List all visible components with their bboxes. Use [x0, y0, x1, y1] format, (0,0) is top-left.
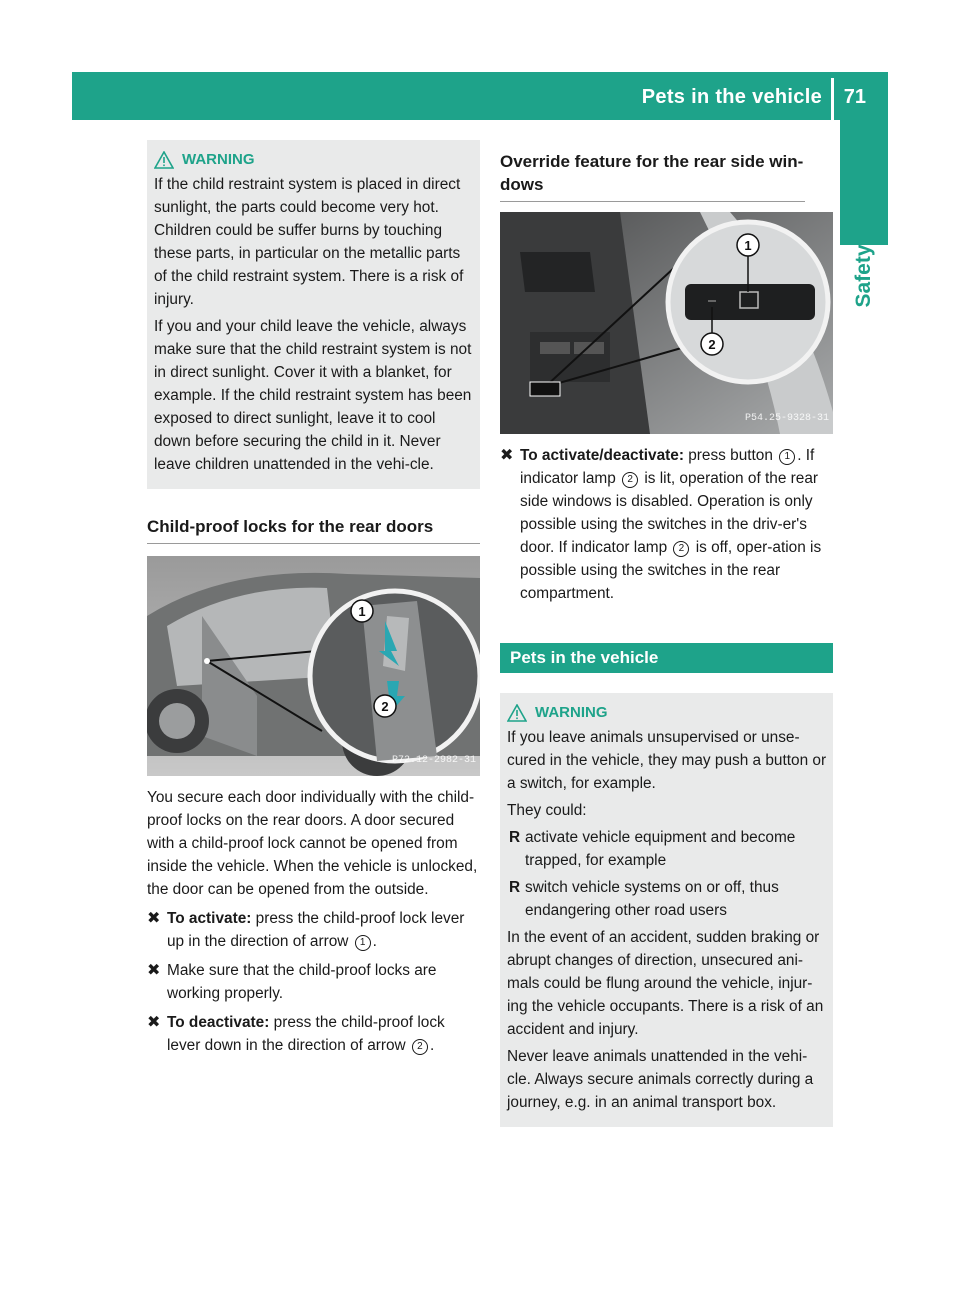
arrow-step-icon: ✖ [147, 962, 161, 979]
step-lead: To activate: [167, 910, 252, 927]
left-column [147, 140, 480, 1063]
step-lead: To activate/deactivate: [520, 447, 684, 464]
list-item-text: activate vehicle equipment and become trapped, for example [525, 829, 796, 869]
warning-paragraph: If you leave animals unsupervised or unse-cured in the vehicle, they may push a button or a switch, for example. [507, 729, 827, 792]
door-switch-illustration [500, 212, 833, 434]
page-number: 71 [843, 86, 866, 108]
warning-box-child-seat [147, 140, 480, 489]
figure-window-override [500, 212, 833, 434]
step-text: Make sure that the child-proof locks are working properly. [167, 962, 437, 1002]
warning-triangle-icon [507, 704, 527, 722]
step-after: . [372, 933, 377, 950]
warning-paragraph: If you and your child leave the vehicle, always make sure that the child restraint system is not in direct sunlight. Cover it with a blanket, for example. If the child restraint system has been exposed to direct sunlight, leave it to cool down before securing the child in it. Never leave children unattended in the vehi-cle. [154, 318, 472, 473]
warning-heading [154, 148, 474, 171]
warning-heading [507, 701, 827, 724]
warning-heading-text: WARNING [535, 704, 608, 721]
callout-1: 1 [358, 604, 366, 619]
figure-child-proof-lock [147, 556, 480, 776]
step-check [147, 959, 480, 1005]
figure-code: P72.12-2982-31 [391, 755, 476, 766]
ref-2: 2 [412, 1039, 428, 1055]
arrow-step-icon: ✖ [147, 1014, 161, 1031]
step-text: press the child-proof lock lever down in the direction of arrow [167, 1014, 445, 1054]
step-lead: To deactivate: [167, 1014, 270, 1031]
warning-paragraph: Never leave animals unattended in the vehi-cle. Always secure animals correctly during a journey, e.g. in an animal transport box. [507, 1048, 814, 1111]
warning-heading-text: WARNING [182, 151, 255, 168]
section-title-child-locks: Child-proof locks for the rear doors [147, 515, 480, 544]
body-paragraph: You secure each door individually with the child-proof locks on the rear doors. A door secured with a child-proof lock cannot be opened from inside the vehicle. When the vehicle is unlocked, the door can be opened from the outside. [147, 789, 478, 898]
ref-2: 2 [622, 472, 638, 488]
bullet-r-icon: R [509, 829, 521, 846]
ref-1: 1 [779, 449, 795, 465]
section-title-override: Override feature for the rear side win-dows [500, 150, 805, 202]
step-text: press the child-proof lock lever up in the direction of arrow [167, 910, 465, 950]
step-text: press button [683, 447, 778, 464]
arrow-step-icon: ✖ [500, 447, 514, 464]
section-heading-pets: Pets in the vehicle [500, 643, 833, 673]
step-after: . [429, 1037, 435, 1054]
ref-1: 1 [355, 935, 371, 951]
warning-paragraph: In the event of an accident, sudden braking or abrupt changes of direction, unsecured ani-mals could be flung around the vehicle, injur-ing the vehicle occupants. There is a risk of an accident and injury. [507, 929, 824, 1038]
side-tab-label: Safety [852, 244, 875, 308]
car-door-illustration [147, 556, 480, 776]
list-item [507, 826, 827, 872]
list-item-text: switch vehicle systems on or off, thus endangering other road users [525, 879, 779, 919]
step-text: is lit, operation of the rear side windows is disabled. Operation is only possible using the switches in the driv-er's door. If indicator lamp [520, 470, 819, 556]
arrow-step-icon: ✖ [147, 910, 161, 927]
warning-paragraph: If the child restraint system is placed in direct sunlight, the parts could become very hot. Children could be suffer burns by touching these parts, in particular on the metallic parts of the child restraint system. There is a risk of injury. [154, 176, 464, 308]
callout-2: 2 [708, 337, 716, 352]
right-column [500, 150, 833, 1127]
bullet-r-icon: R [509, 879, 521, 896]
warning-triangle-icon [154, 151, 174, 169]
ref-2: 2 [673, 541, 689, 557]
header-separator [831, 78, 834, 120]
step-activate-deactivate [500, 444, 833, 605]
warning-box-pets [500, 693, 833, 1127]
step-text: is off, oper-ation is possible using the switches in the rear compartment. [520, 539, 822, 602]
side-tab [840, 120, 888, 245]
step-activate [147, 907, 480, 953]
header-title: Pets in the vehicle [641, 86, 822, 108]
warning-paragraph: They could: [507, 802, 587, 819]
step-text: . If indicator lamp [520, 447, 815, 487]
list-item [507, 876, 827, 922]
figure-code: P54.25-9328-31 [744, 413, 829, 424]
callout-2: 2 [381, 699, 389, 714]
page-header [72, 72, 888, 120]
callout-1: 1 [744, 238, 752, 253]
step-deactivate [147, 1011, 480, 1057]
